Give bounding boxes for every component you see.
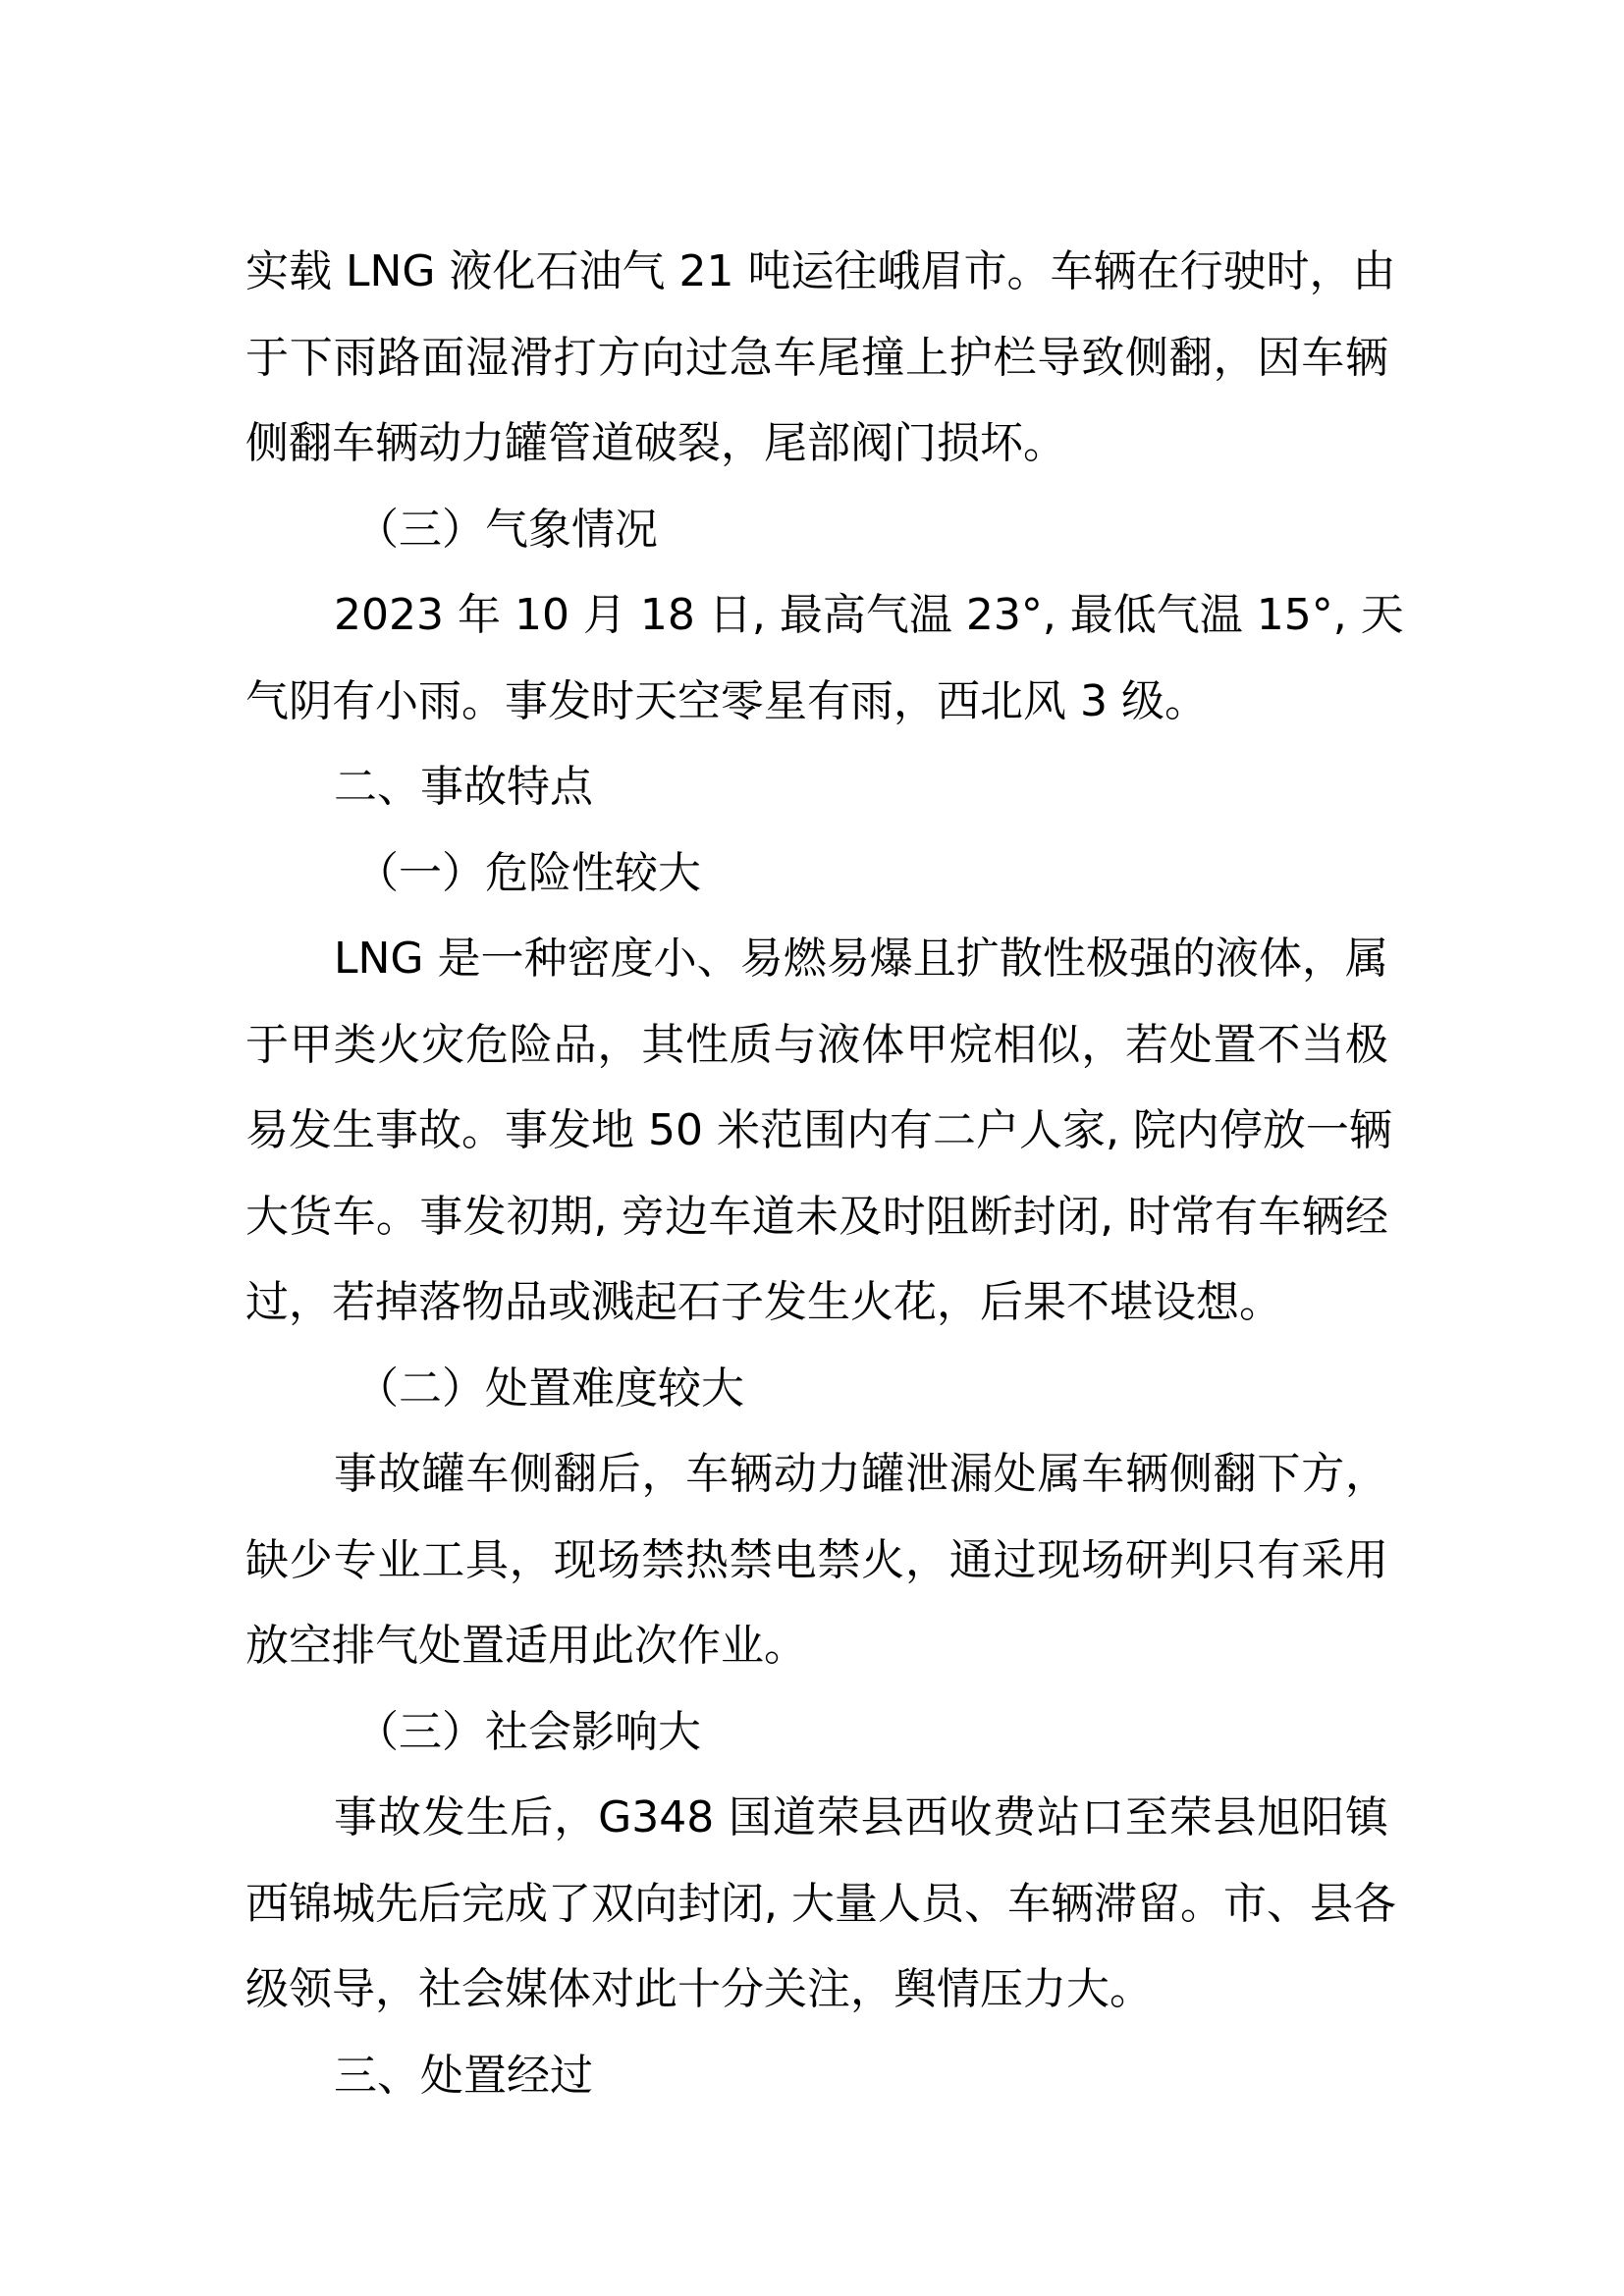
paragraph-line: 放空排气处置适用此次作业。 [245,1621,807,1671]
document-body [245,229,1404,2118]
paragraph-line: 2023 年 10 月 18 日, 最高气温 23°, 最低气温 15°, 天 [334,590,1404,640]
subsection-heading: （二）处置难度较大 [355,1362,744,1414]
paragraph-line: 气阴有小雨。事发时天空零星有雨，西北风 3 级。 [245,675,1208,726]
subsection-heading: （三）气象情况 [355,504,658,555]
paragraph-line: 事故发生后，G348 国道荣县西收费站口至荣县旭阳镇 [334,1792,1388,1842]
paragraph-line: 易发生事故。事发地 50 米范围内有二户人家, 院内停放一辆 [245,1105,1392,1155]
paragraph-line: 缺少专业工具，现场禁热禁电禁火，通过现场研判只有采用 [245,1534,1388,1585]
paragraph-line: LNG 是一种密度小、易燃易爆且扩散性极强的液体，属 [334,934,1388,984]
paragraph-line: 大货车。事发初期, 旁边车道未及时阻断封闭, 时常有车辆经 [245,1191,1388,1242]
section-heading: 二、事故特点 [334,762,593,812]
paragraph-line: 于下雨路面湿滑打方向过急车尾撞上护栏导致侧翻，因车辆 [245,332,1388,383]
paragraph-line: 于甲类火灾危险品，其性质与液体甲烷相似，若处置不当极 [245,1019,1388,1070]
subsection-heading: （一）危险性较大 [355,847,701,898]
paragraph-line: 级领导，社会媒体对此十分关注，舆情压力大。 [245,1964,1153,2014]
paragraph-line: 侧翻车辆动力罐管道破裂，尾部阀门损坏。 [245,418,1066,468]
subsection-heading: （三）社会影响大 [355,1706,701,1757]
paragraph-line: 事故罐车侧翻后，车辆动力罐泄漏处属车辆侧翻下方， [334,1449,1388,1499]
paragraph-line: 西锦城先后完成了双向封闭, 大量人员、车辆滞留。市、县各 [245,1878,1396,1929]
section-heading: 三、处置经过 [334,2050,593,2101]
paragraph-line: 实载 LNG 液化石油气 21 吨运往峨眉市。车辆在行驶时，由 [245,246,1396,296]
paragraph-line: 过，若掉落物品或溅起石子发生火花，后果不堪设想。 [245,1277,1282,1327]
